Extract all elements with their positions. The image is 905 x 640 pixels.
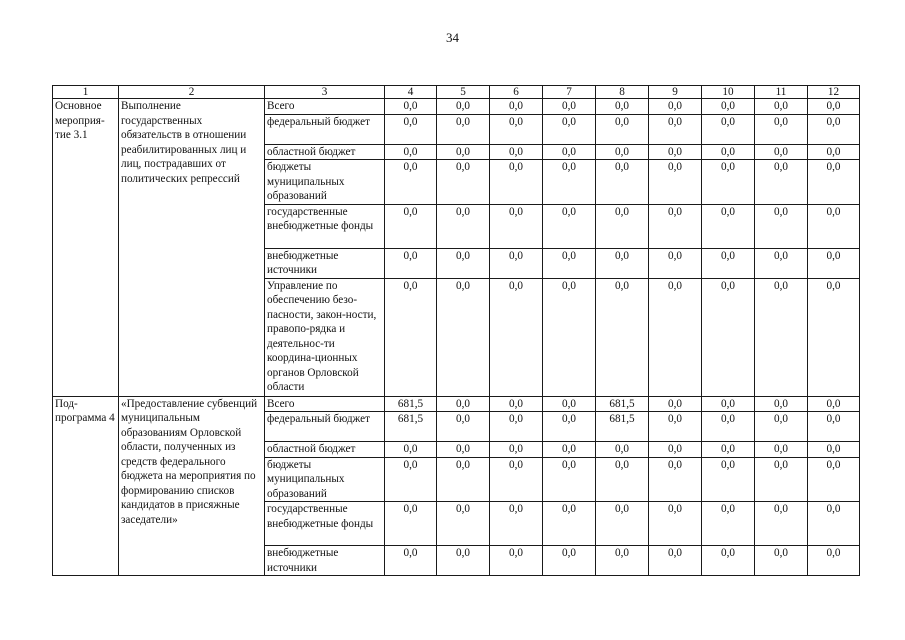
- column-header-11: 11: [755, 86, 808, 99]
- value-cell: 0,0: [596, 144, 649, 160]
- value-cell: 0,0: [543, 412, 596, 442]
- value-cell: 0,0: [702, 114, 755, 144]
- value-cell: 0,0: [437, 546, 490, 576]
- value-cell: 0,0: [649, 457, 702, 502]
- value-cell: 0,0: [596, 204, 649, 248]
- value-cell: 0,0: [702, 278, 755, 396]
- value-cell: 0,0: [649, 412, 702, 442]
- value-cell: 0,0: [808, 457, 860, 502]
- funding-source-cell: Всего: [265, 99, 385, 115]
- value-cell: 0,0: [490, 278, 543, 396]
- value-cell: 0,0: [755, 114, 808, 144]
- column-header-7: 7: [543, 86, 596, 99]
- funding-source-cell: областной бюджет: [265, 442, 385, 458]
- value-cell: 0,0: [385, 204, 437, 248]
- value-cell: 0,0: [385, 546, 437, 576]
- value-cell: 0,0: [385, 442, 437, 458]
- value-cell: 681,5: [385, 412, 437, 442]
- value-cell: 0,0: [385, 502, 437, 546]
- value-cell: 0,0: [543, 546, 596, 576]
- value-cell: 0,0: [702, 99, 755, 115]
- value-cell: 0,0: [596, 278, 649, 396]
- table-row: [53, 396, 860, 412]
- value-cell: 0,0: [490, 248, 543, 278]
- value-cell: 0,0: [808, 412, 860, 442]
- value-cell: 0,0: [437, 442, 490, 458]
- value-cell: 0,0: [755, 248, 808, 278]
- value-cell: 0,0: [385, 144, 437, 160]
- column-header-9: 9: [649, 86, 702, 99]
- funding-source-cell: внебюджетные источники: [265, 546, 385, 576]
- funding-source-cell: федеральный бюджет: [265, 114, 385, 144]
- value-cell: 0,0: [596, 442, 649, 458]
- funding-source-cell: Управление по обеспечению безо-пасности, закон-ности, правопо-рядка и деятельнос-ти координа-ционных органов Орловской области: [265, 278, 385, 396]
- value-cell: 0,0: [490, 546, 543, 576]
- value-cell: 0,0: [755, 99, 808, 115]
- value-cell: 0,0: [543, 278, 596, 396]
- value-cell: 0,0: [649, 160, 702, 205]
- value-cell: 0,0: [596, 114, 649, 144]
- value-cell: 0,0: [437, 502, 490, 546]
- funding-source-cell: государственные внебюджетные фонды: [265, 204, 385, 248]
- value-cell: 0,0: [755, 144, 808, 160]
- value-cell: 0,0: [649, 278, 702, 396]
- column-header-6: 6: [490, 86, 543, 99]
- header-row: [53, 86, 860, 99]
- value-cell: 0,0: [543, 502, 596, 546]
- column-header-2: 2: [119, 86, 265, 99]
- value-cell: 0,0: [702, 502, 755, 546]
- value-cell: 0,0: [649, 502, 702, 546]
- funding-source-cell: федеральный бюджет: [265, 412, 385, 442]
- page-number: 34: [446, 30, 459, 45]
- value-cell: 0,0: [702, 412, 755, 442]
- value-cell: 0,0: [490, 99, 543, 115]
- value-cell: 0,0: [385, 160, 437, 205]
- value-cell: 0,0: [543, 144, 596, 160]
- value-cell: 0,0: [649, 144, 702, 160]
- program-code-cell: Основное мероприя-тие 3.1: [53, 99, 119, 397]
- value-cell: 0,0: [385, 278, 437, 396]
- value-cell: 0,0: [808, 144, 860, 160]
- value-cell: 0,0: [490, 114, 543, 144]
- funding-source-cell: государственные внебюджетные фонды: [265, 502, 385, 546]
- value-cell: 0,0: [755, 502, 808, 546]
- value-cell: 0,0: [437, 99, 490, 115]
- value-cell: 0,0: [596, 248, 649, 278]
- value-cell: 0,0: [808, 396, 860, 412]
- funding-source-cell: Всего: [265, 396, 385, 412]
- value-cell: 0,0: [596, 99, 649, 115]
- value-cell: 0,0: [543, 114, 596, 144]
- value-cell: 0,0: [596, 502, 649, 546]
- value-cell: 0,0: [437, 457, 490, 502]
- value-cell: 0,0: [808, 546, 860, 576]
- value-cell: 0,0: [649, 442, 702, 458]
- value-cell: 0,0: [385, 114, 437, 144]
- value-cell: 681,5: [596, 396, 649, 412]
- value-cell: 0,0: [755, 278, 808, 396]
- value-cell: 0,0: [702, 144, 755, 160]
- table-header: [53, 86, 860, 99]
- value-cell: 0,0: [437, 412, 490, 442]
- value-cell: 0,0: [543, 248, 596, 278]
- value-cell: 0,0: [808, 248, 860, 278]
- program-code-cell: Под-программа 4: [53, 396, 119, 576]
- program-title-cell: Выполнение государственных обязательств в отношении реабилитированных лиц и лиц, пострадавших от политических репрессий: [119, 99, 265, 397]
- value-cell: 0,0: [543, 204, 596, 248]
- value-cell: 0,0: [755, 412, 808, 442]
- value-cell: 0,0: [437, 114, 490, 144]
- funding-source-cell: внебюджетные источники: [265, 248, 385, 278]
- value-cell: 0,0: [385, 99, 437, 115]
- value-cell: 681,5: [596, 412, 649, 442]
- value-cell: 0,0: [755, 160, 808, 205]
- value-cell: 0,0: [596, 546, 649, 576]
- value-cell: 0,0: [543, 160, 596, 205]
- budget-table: [52, 85, 860, 576]
- value-cell: 0,0: [755, 457, 808, 502]
- value-cell: 0,0: [649, 396, 702, 412]
- value-cell: 0,0: [490, 502, 543, 546]
- value-cell: 0,0: [649, 99, 702, 115]
- value-cell: 0,0: [437, 144, 490, 160]
- value-cell: 0,0: [702, 248, 755, 278]
- funding-source-cell: областной бюджет: [265, 144, 385, 160]
- value-cell: 0,0: [808, 160, 860, 205]
- value-cell: 0,0: [702, 204, 755, 248]
- funding-source-cell: бюджеты муниципальных образований: [265, 160, 385, 205]
- value-cell: 0,0: [702, 396, 755, 412]
- value-cell: 0,0: [649, 204, 702, 248]
- column-header-3: 3: [265, 86, 385, 99]
- value-cell: 0,0: [490, 442, 543, 458]
- value-cell: 0,0: [543, 442, 596, 458]
- value-cell: 0,0: [702, 160, 755, 205]
- value-cell: 0,0: [808, 278, 860, 396]
- table-body: [53, 99, 860, 576]
- value-cell: 0,0: [437, 278, 490, 396]
- value-cell: 0,0: [490, 160, 543, 205]
- column-header-12: 12: [808, 86, 860, 99]
- value-cell: 0,0: [755, 546, 808, 576]
- value-cell: 0,0: [385, 457, 437, 502]
- value-cell: 0,0: [437, 248, 490, 278]
- value-cell: 0,0: [490, 204, 543, 248]
- column-header-10: 10: [702, 86, 755, 99]
- value-cell: 0,0: [808, 99, 860, 115]
- column-header-5: 5: [437, 86, 490, 99]
- value-cell: 0,0: [808, 442, 860, 458]
- column-header-1: 1: [53, 86, 119, 99]
- funding-source-cell: бюджеты муниципальных образований: [265, 457, 385, 502]
- value-cell: 0,0: [808, 114, 860, 144]
- value-cell: 0,0: [490, 457, 543, 502]
- value-cell: 0,0: [543, 457, 596, 502]
- value-cell: 0,0: [437, 396, 490, 412]
- value-cell: 0,0: [490, 412, 543, 442]
- column-header-8: 8: [596, 86, 649, 99]
- value-cell: 0,0: [702, 442, 755, 458]
- value-cell: 0,0: [755, 442, 808, 458]
- value-cell: 0,0: [649, 546, 702, 576]
- value-cell: 0,0: [437, 160, 490, 205]
- value-cell: 0,0: [437, 204, 490, 248]
- value-cell: 0,0: [649, 114, 702, 144]
- value-cell: 681,5: [385, 396, 437, 412]
- value-cell: 0,0: [596, 160, 649, 205]
- value-cell: 0,0: [808, 502, 860, 546]
- value-cell: 0,0: [702, 546, 755, 576]
- value-cell: 0,0: [808, 204, 860, 248]
- value-cell: 0,0: [385, 248, 437, 278]
- value-cell: 0,0: [543, 99, 596, 115]
- value-cell: 0,0: [649, 248, 702, 278]
- table-row: [53, 99, 860, 115]
- value-cell: 0,0: [543, 396, 596, 412]
- value-cell: 0,0: [490, 396, 543, 412]
- column-header-4: 4: [385, 86, 437, 99]
- value-cell: 0,0: [755, 204, 808, 248]
- program-title-cell: «Предоставление субвенций муниципальным образованиям Орловской области, полученных из средств федерального бюджета на мероприятия по формированию списков кандидатов в присяжные заседатели»: [119, 396, 265, 576]
- value-cell: 0,0: [755, 396, 808, 412]
- value-cell: 0,0: [702, 457, 755, 502]
- value-cell: 0,0: [596, 457, 649, 502]
- value-cell: 0,0: [490, 144, 543, 160]
